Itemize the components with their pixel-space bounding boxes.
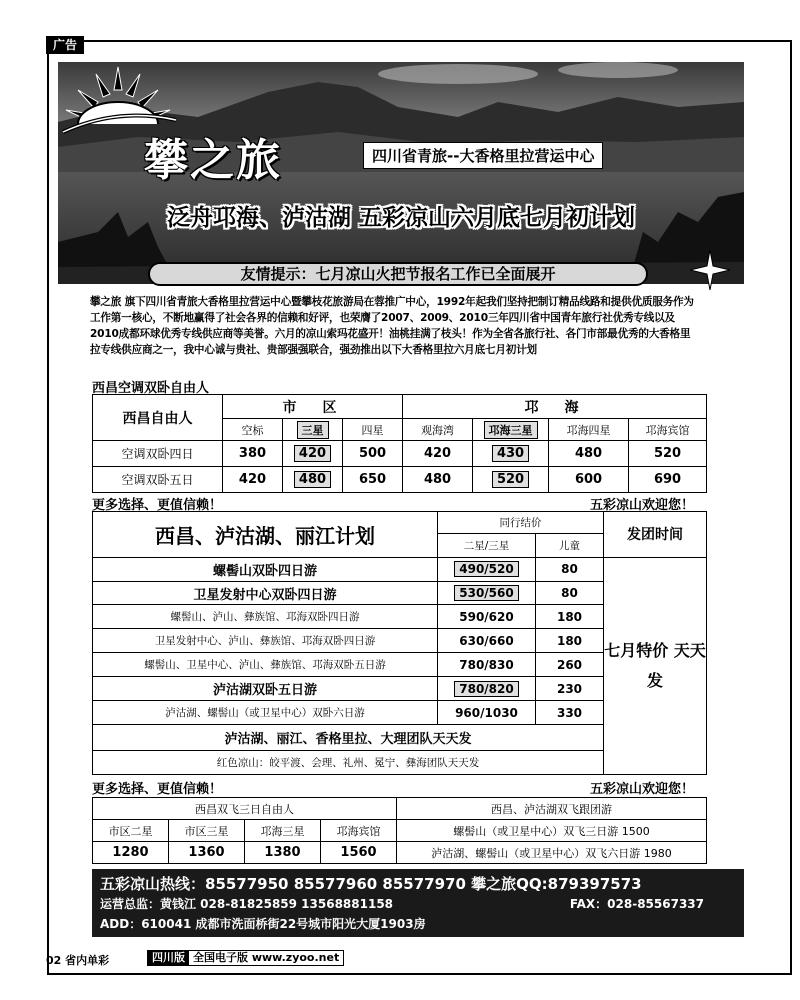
hero-banner [58,62,744,284]
tour-name: 泸沽湖双卧五日游 [93,677,438,701]
headline: 泛舟邛海、泸沽湖 五彩凉山六月底七月初计划 [166,204,635,231]
table-row [93,842,707,864]
tour-price: 590/620 [438,605,536,629]
edition-badge [147,950,344,966]
row-label: 空调双卧四日 [93,441,223,467]
price-cell: 480 [283,467,343,493]
group-city: 市 区 [223,395,403,419]
flight-price: 1380 [245,842,321,864]
col-child: 儿童 [536,533,604,557]
col-header: 邛海四星 [549,419,629,441]
price-cell: 600 [549,467,629,493]
price-cell: 520 [473,467,549,493]
flight-price: 1560 [321,842,397,864]
tour-price: 960/1030 [438,701,536,725]
price-cell: 690 [629,467,707,493]
welcome-text-2: 五彩凉山欢迎您！ [590,782,695,797]
tour-child: 180 [536,605,604,629]
page-number: 02 省内单彩 [46,954,110,967]
col-header: 邛海三星 [245,820,321,842]
left-head: 西昌双飞三日自由人 [93,798,397,820]
group-qionghai: 邛 海 [403,395,707,419]
intro-lead: 攀之旅 [90,296,122,308]
welcome-text: 五彩凉山欢迎您！ [590,498,695,513]
more-choice-text-2: 更多选择、更值信赖！ [92,782,223,797]
price-cell: 500 [343,441,403,467]
price-cell: 650 [343,467,403,493]
manager-contact: 运营总监：黄钱江 028-81825859 13568881158 [100,897,394,911]
tour-child: 80 [536,557,604,581]
price-head: 同行结价 [438,512,604,534]
tour-name: 卫星发射中心双卧四日游 [93,581,438,605]
row-label: 空调双卧五日 [93,467,223,493]
flight-price: 1360 [169,842,245,864]
col-star: 二星/三星 [438,533,536,557]
red-line: 红色凉山：皎平渡、会理、礼州、冕宁、彝海团队天天发 [93,751,604,775]
price-cell: 420 [283,441,343,467]
price-cell: 420 [223,467,283,493]
ad-label: 广告 [46,36,84,54]
price-cell: 420 [403,441,473,467]
table-row [93,820,707,842]
col-header: 空标 [223,419,283,441]
edition-name: 四川版 [148,951,189,965]
org-name: 四川省青旅--大香格里拉营运中心 [363,142,603,169]
table-corner: 西昌自由人 [93,395,223,441]
tour-price: 780/830 [438,653,536,677]
tour-name: 螺髻山、卫星中心、泸山、彝族馆、邛海双卧五日游 [93,653,438,677]
tour-child: 230 [536,677,604,701]
price-cell: 520 [629,441,707,467]
flight-price: 1280 [93,842,169,864]
group-line: 泸沽湖、丽江、香格里拉、大理团队天天发 [93,724,604,750]
tour-child: 180 [536,629,604,653]
tour-name: 螺髻山双卧四日游 [93,557,438,581]
tour-child: 80 [536,581,604,605]
price-cell: 380 [223,441,283,467]
tour-child: 330 [536,701,604,725]
tour-price: 490/520 [438,557,536,581]
fax-number: FAX：028-85567337 [569,897,704,911]
website-link[interactable]: 全国电子版 www.zyoo.net [193,951,340,964]
tour-child: 260 [536,653,604,677]
plan-title: 西昌、泸沽湖、丽江计划 [93,512,438,558]
tour-price: 530/560 [438,581,536,605]
col-header: 市区二星 [93,820,169,842]
table-row [93,441,707,467]
depart-head: 发团时间 [604,512,707,558]
col-header: 市区三星 [169,820,245,842]
tour-price: 630/660 [438,629,536,653]
tour-plan-table [92,511,707,775]
col-header: 四星 [343,419,403,441]
hotline: 五彩凉山热线：85577950 85577960 85577970 攀之旅QQ:879397573 [100,875,642,893]
intro-body: 旗下四川省青旅大香格里拉营运中心暨攀枝花旅游局在蓉推广中心，1992年起我们坚持把制订精品线路和提供优质服务作为工作第一核心，不断地赢得了社会各界的信赖和好评，也荣膺了2007、2009、2010三年四川省中国青年旅行社优秀专线以及2010成都环球优秀专线供应商等美誉。六月的凉山索玛花盛开！油桃挂满了枝头！作为全省各旅行社、各门市部最优秀的大香格里拉专线供应商之一，我中心诚与贵社、贵部强强联合，强劲推出以下大香格里拉六月底七月初计划 [90,296,694,356]
contact-footer [92,869,744,937]
notice-banner: 友情提示：七月凉山火把节报名工作已全面展开 [148,262,648,286]
right-head: 西昌、泸沽湖双飞跟团游 [397,798,707,820]
price-cell: 480 [549,441,629,467]
more-choice-text: 更多选择、更值信赖！ [92,498,223,513]
col-header: 邛海三星 [473,419,549,441]
starburst-icon [690,250,730,290]
tour-name: 泸沽湖、螺髻山（或卫星中心）双卧六日游 [93,701,438,725]
brand-logo-text: 攀之旅 [144,135,282,186]
section1-title: 西昌空调双卧自由人 [92,381,210,396]
address: ADD：610041 成都市洗面桥街22号城市阳光大厦1903房 [100,917,426,931]
col-header: 观海湾 [403,419,473,441]
flight-tour: 螺髻山（或卫星中心）双飞三日游 1500 [397,820,707,842]
intro-paragraph [90,294,700,358]
flight-tour: 泸沽湖、螺髻山（或卫星中心）双飞六日游 1980 [397,842,707,864]
flight-table [92,797,707,864]
tour-name: 螺髻山、泸山、彝族馆、邛海双卧四日游 [93,605,438,629]
price-cell: 430 [473,441,549,467]
table-row [93,557,707,581]
col-header: 邛海宾馆 [629,419,707,441]
tour-price: 780/820 [438,677,536,701]
table-row [93,467,707,493]
tour-name: 卫星发射中心、泸山、彝族馆、邛海双卧四日游 [93,629,438,653]
price-cell: 480 [403,467,473,493]
col-header: 邛海宾馆 [321,820,397,842]
free-travel-table [92,394,707,493]
col-header: 三星 [283,419,343,441]
depart-cell: 七月特价 天天发 [604,557,707,774]
